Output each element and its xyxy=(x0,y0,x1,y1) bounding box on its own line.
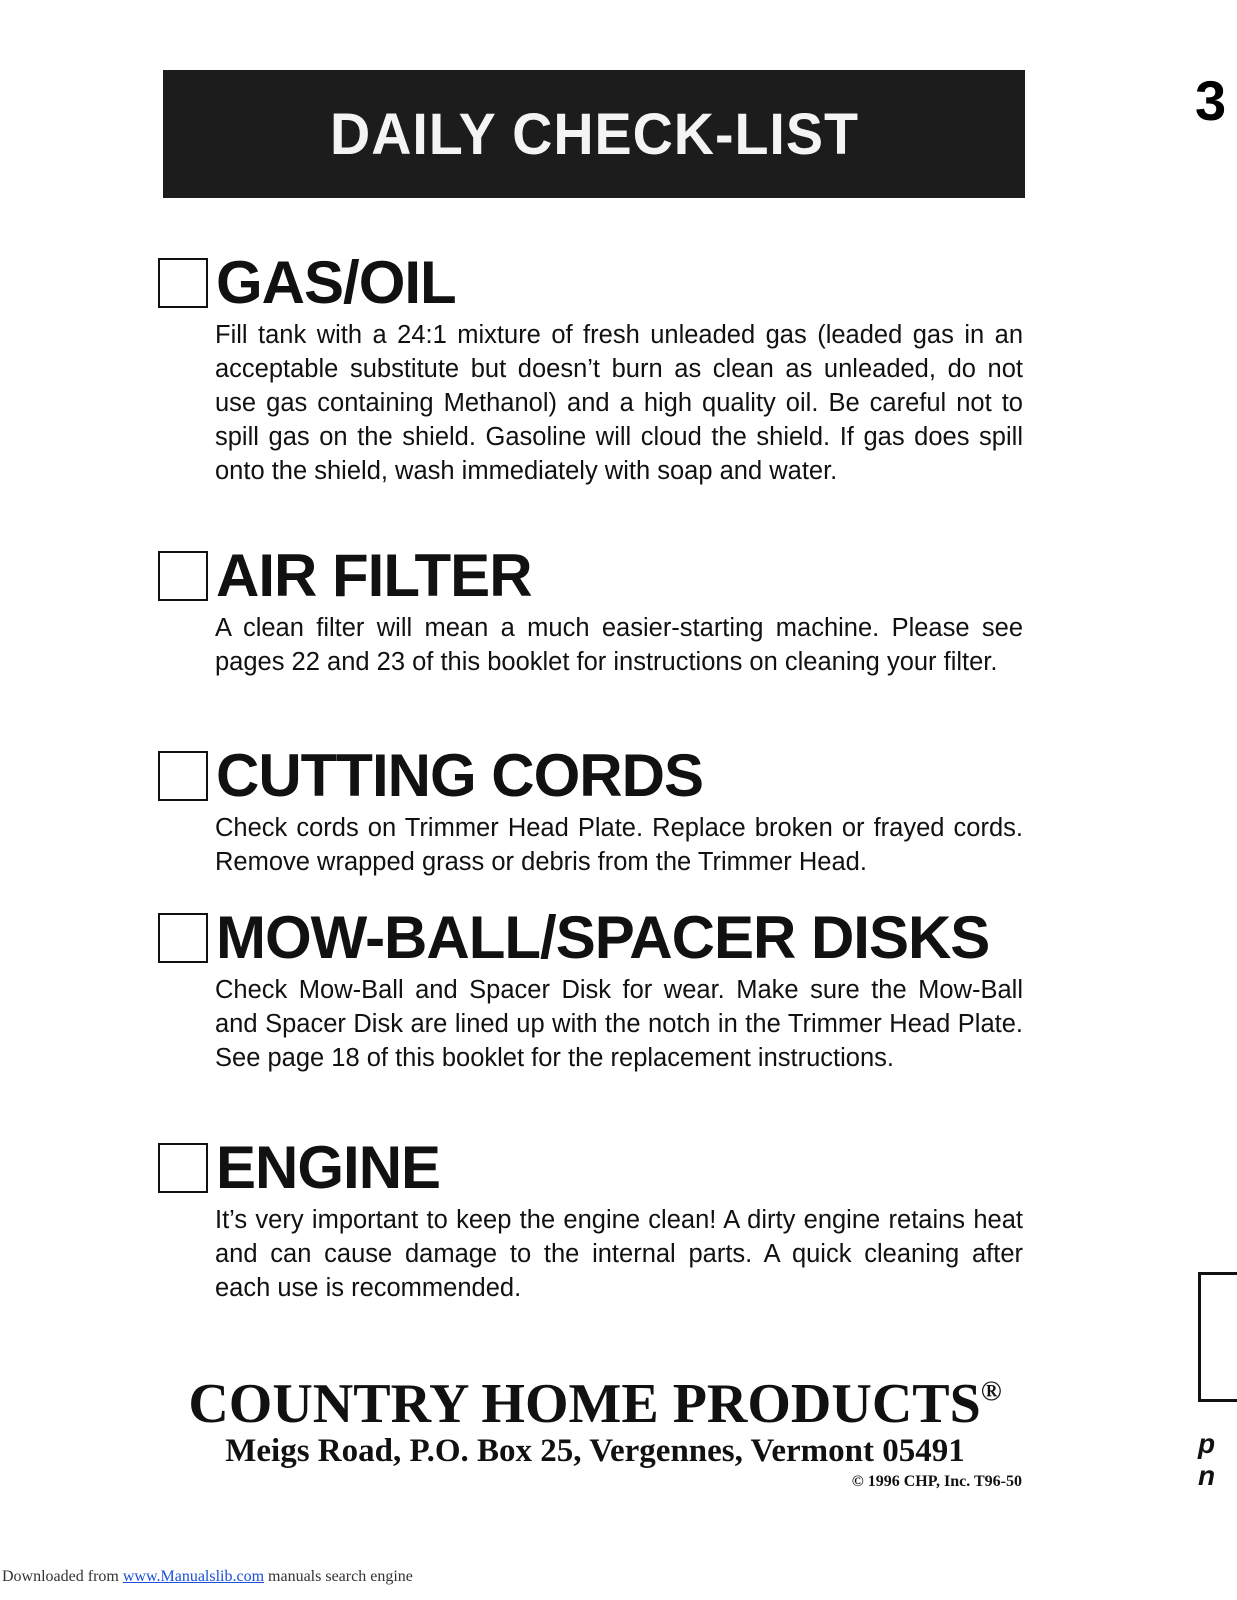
registered-mark: ® xyxy=(980,1376,1002,1407)
page-title: DAILY CHECK-LIST xyxy=(329,101,859,167)
adjacent-page-letter: p xyxy=(1198,1428,1216,1459)
adjacent-page-frame xyxy=(1198,1272,1237,1402)
checklist-item-cutting-cords xyxy=(158,741,1038,879)
checklist-item-air-filter xyxy=(158,541,1038,679)
checklist-item-title: MOW-BALL/SPACER DISKS xyxy=(216,904,990,971)
checklist-item-header xyxy=(158,903,1038,973)
download-footer xyxy=(2,1568,413,1586)
adjacent-page-number: 3 xyxy=(1195,69,1227,132)
manualslib-link[interactable]: www.Manualslib.com xyxy=(122,1568,265,1585)
adjacent-page-letter: n xyxy=(1198,1460,1216,1491)
checklist-item-title: ENGINE xyxy=(216,1134,441,1201)
checkbox-icon[interactable] xyxy=(158,913,208,963)
checkbox-icon[interactable] xyxy=(158,751,208,801)
checklist-item-header xyxy=(158,1133,1038,1203)
copyright-notice: © 1996 CHP, Inc. T96-50 xyxy=(851,1473,1022,1490)
checklist-item-title: AIR FILTER xyxy=(216,542,532,609)
checklist-item-title: GAS/OIL xyxy=(216,249,456,316)
checklist-item-header xyxy=(158,248,1038,318)
checklist-item-description: Fill tank with a 24:1 mixture of fresh unleaded gas (leaded gas in an acceptable substitute but doesn’t burn as clean as unleaded, do not use gas containing Methanol) and a high quality oil. Be careful not to spill gas on the shield. Gasoline will cloud the shield. If gas does spill onto the shield, wash immediately with soap and water. xyxy=(215,321,1023,485)
checklist-item-mow-ball xyxy=(158,903,1038,1075)
checklist-item-description: It’s very important to keep the engine clean! A dirty engine retains heat and can cause damage to the internal parts. A quick cleaning after each use is recommended. xyxy=(215,1206,1023,1302)
checklist-item-engine xyxy=(158,1133,1038,1305)
checklist-item-gas-oil xyxy=(158,248,1038,488)
company-name xyxy=(150,1372,1040,1436)
checkbox-icon[interactable] xyxy=(158,258,208,308)
company-name-text: COUNTRY HOME PRODUCTS xyxy=(188,1373,981,1435)
checklist-item-description: A clean filter will mean a much easier-starting machine. Please see pages 22 and 23 of this booklet for instructions on cleaning your filter. xyxy=(215,614,1023,676)
checklist-item-header xyxy=(158,741,1038,811)
checkbox-icon[interactable] xyxy=(158,551,208,601)
checklist-item-description: Check Mow-Ball and Spacer Disk for wear. Make sure the Mow-Ball and Spacer Disk are lined up with the notch in the Trimmer Head Plate. See page 18 of this booklet for the replacement instructions. xyxy=(215,976,1023,1072)
checkbox-icon[interactable] xyxy=(158,1143,208,1193)
checklist-item-title: CUTTING CORDS xyxy=(216,742,703,809)
footer-suffix: manuals search engine xyxy=(264,1568,413,1585)
company-address: Meigs Road, P.O. Box 25, Vergennes, Vermont 05491 xyxy=(225,1433,965,1469)
title-banner xyxy=(163,70,1025,198)
checklist-item-description: Check cords on Trimmer Head Plate. Replace broken or frayed cords. Remove wrapped grass or debris from the Trimmer Head. xyxy=(215,814,1023,876)
footer-prefix: Downloaded from xyxy=(2,1568,123,1585)
checklist-item-header xyxy=(158,541,1038,611)
